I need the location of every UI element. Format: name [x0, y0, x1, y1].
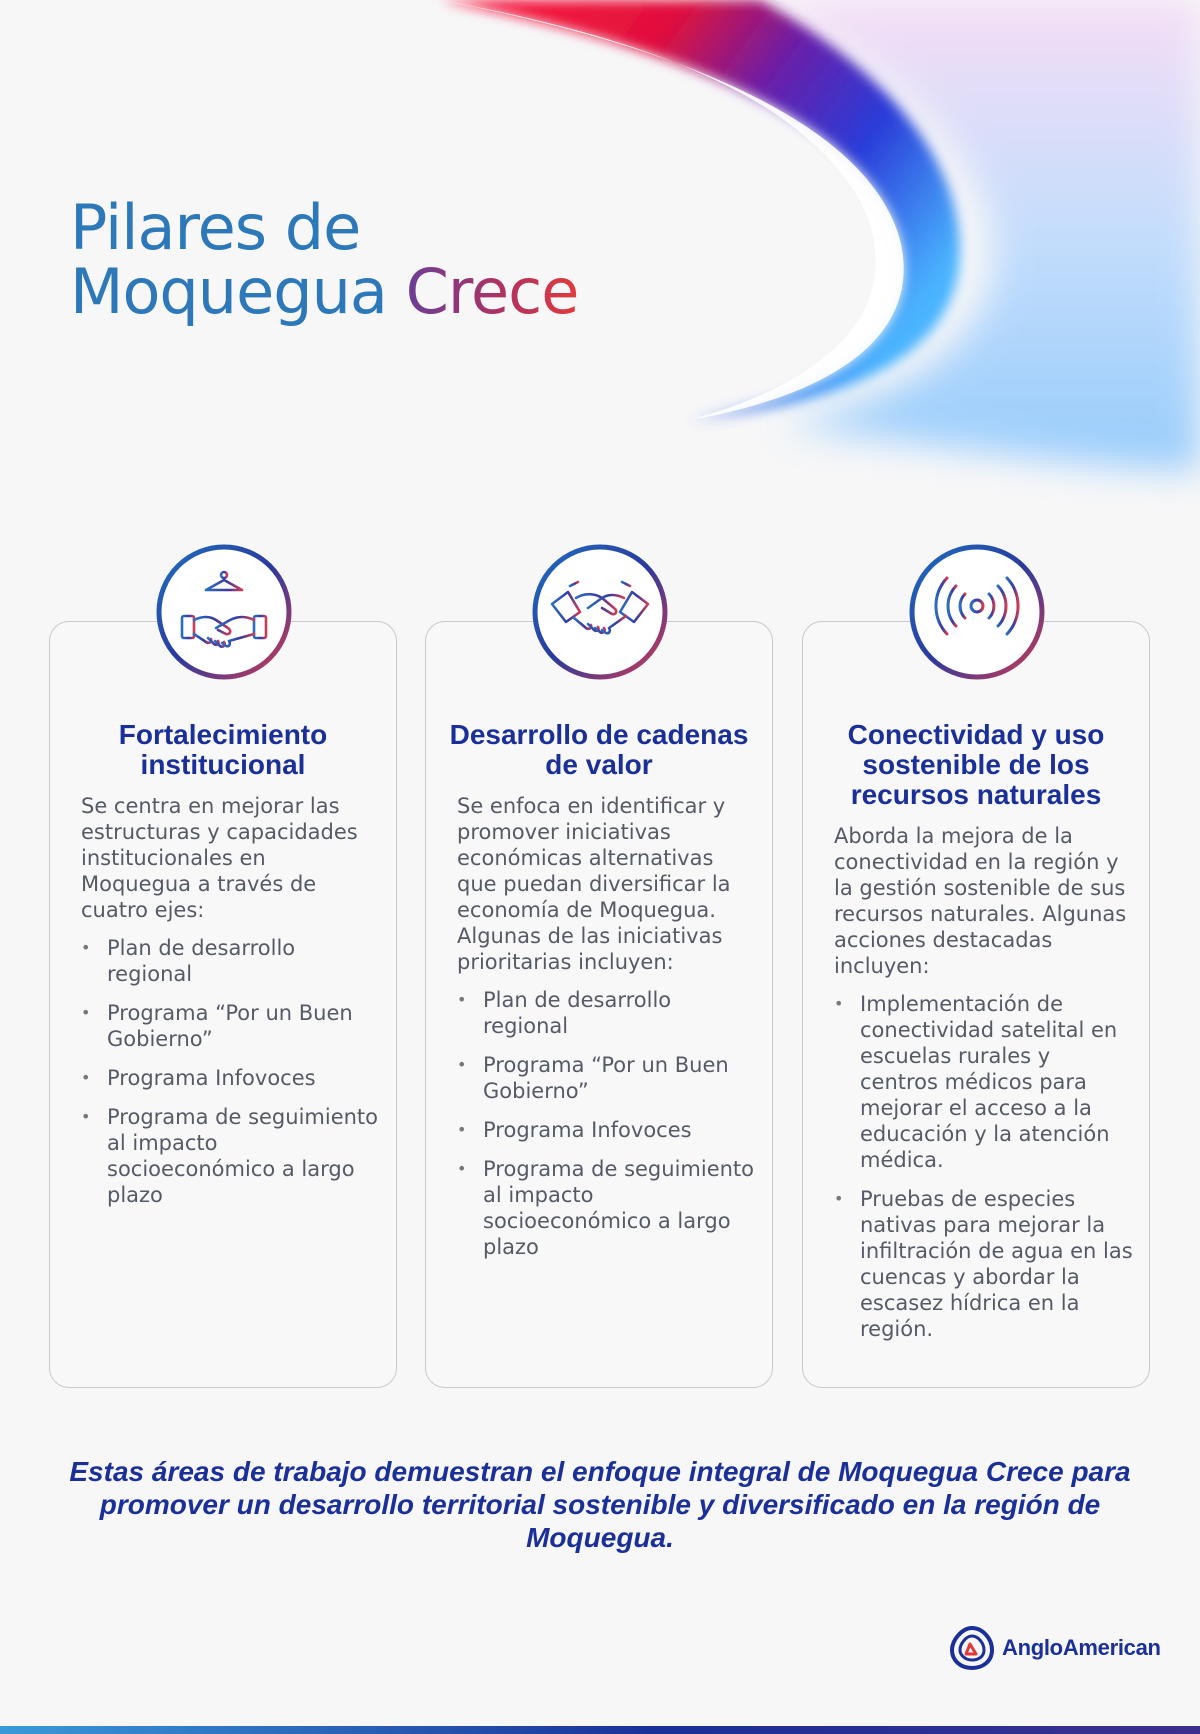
bullet-icon: • [81, 1107, 91, 1126]
handshake-icon [530, 542, 670, 682]
handshake-government-icon [154, 542, 294, 682]
bullet-icon: • [457, 1120, 467, 1139]
bullet-icon: • [457, 1159, 467, 1178]
list-item: • Programa de seguimiento al impacto socioeconómico a largo plazo [457, 1157, 755, 1259]
bottom-accent-bar [0, 1726, 1200, 1734]
anglo-american-logo [948, 1624, 1161, 1672]
bullet-icon: • [834, 1189, 844, 1208]
pillar-card-conectividad [802, 621, 1150, 1388]
pillar-body [81, 793, 380, 1221]
pillar-title: Fortalecimiento institucional [118, 719, 328, 780]
bullet-icon: • [457, 1055, 467, 1074]
title-word-moquegua: Moquegua [70, 255, 387, 328]
anglo-american-logo-icon [948, 1624, 996, 1672]
pillar-body [457, 793, 756, 1273]
antenna-signal-icon [907, 542, 1047, 682]
list-item: • Programa de seguimiento al impacto socioeconómico a largo plazo [81, 1105, 379, 1207]
bullet-icon: • [834, 994, 844, 1013]
pillar-card-institucional [49, 621, 397, 1388]
bullet-icon: • [81, 1068, 91, 1087]
list-item: • Plan de desarrollo regional [457, 988, 672, 1038]
pillar-intro: Se centra en mejorar las estructuras y capacidades institucionales en Moquegua a través de cuatro ejes: [81, 794, 358, 922]
pillar-intro: Se enfoca en identificar y promover iniciativas económicas alternativas que puedan diversificar la economía de Moquegua. Algunas de las iniciativas prioritarias incluyen: [457, 794, 731, 974]
list-item: • Implementación de conectividad satelital en escuelas rurales y centros médicos para mejorar el acceso a la educación y la atención médica. [834, 992, 1118, 1172]
list-item: • Plan de desarrollo regional [81, 936, 296, 986]
bullet-icon: • [81, 1003, 91, 1022]
list-item: • Programa “Por un Buen Gobierno” [81, 1001, 353, 1051]
pillar-title: Conectividad y uso sostenible de los recursos naturales [847, 719, 1105, 810]
page-title [70, 191, 579, 328]
pillar-list [81, 935, 380, 1208]
list-item: • Programa Infovoces [81, 1066, 316, 1090]
list-item: • Programa Infovoces [457, 1118, 692, 1142]
bullet-icon: • [81, 938, 91, 957]
pillar-intro: Aborda la mejora de la conectividad en la región y la gestión sostenible de sus recursos naturales. Algunas acciones destacadas incluyen: [834, 824, 1127, 978]
title-line-2 [70, 255, 579, 328]
pillar-body [834, 823, 1133, 1355]
brand-name: AngloAmerican [1002, 1635, 1161, 1660]
bullet-icon: • [457, 990, 467, 1009]
pillar-list [457, 987, 756, 1260]
list-item: • Pruebas de especies nativas para mejorar la infiltración de agua en las cuencas y abordar la escasez hídrica en la región. [834, 1187, 1133, 1341]
pillar-card-cadenas-valor [425, 621, 773, 1388]
title-word-crece: Crece [405, 255, 579, 328]
list-item: • Programa “Por un Buen Gobierno” [457, 1053, 729, 1103]
pillar-title: Desarrollo de cadenas de valor [449, 719, 749, 780]
title-line-1: Pilares de [70, 191, 361, 264]
pillar-list [834, 991, 1133, 1342]
closing-statement: Estas áreas de trabajo demuestran el enfoque integral de Moquegua Crece para promover un desarrollo territorial sostenible y diversificado en la región de Moquegua. [69, 1456, 1131, 1553]
